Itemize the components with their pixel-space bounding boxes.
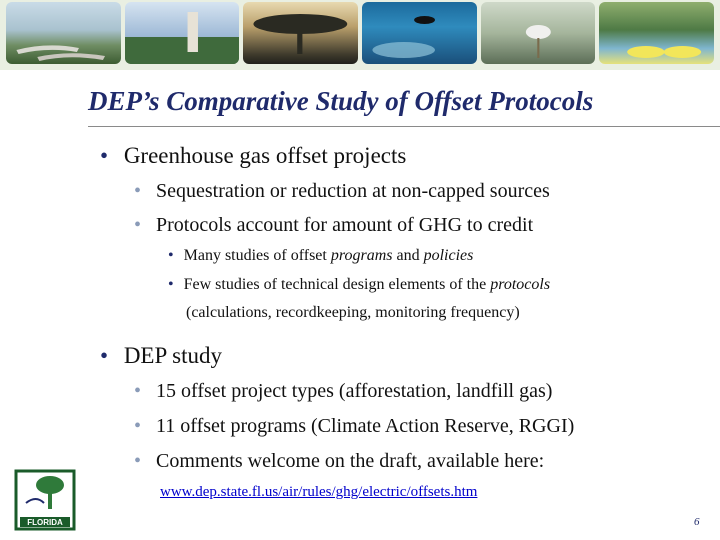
photo-banner: [0, 0, 720, 70]
bullet-dot: •: [168, 276, 174, 293]
bullet-project-types: [134, 380, 552, 403]
bullet-text: Few studies of technical design elements of the protocols: [183, 276, 551, 293]
page-number: 6: [694, 516, 700, 528]
bullet-dot: •: [134, 380, 142, 402]
bullet-dot: •: [100, 143, 109, 168]
bullet-text: Sequestration or reduction at non-capped sources: [156, 180, 550, 202]
slide-title: DEP’s Comparative Study of Offset Protocols: [88, 86, 594, 116]
bullet-sequestration: [134, 180, 550, 203]
bullet-text: 11 offset programs (Climate Action Reserve, RGGI): [156, 415, 575, 437]
tree-silhouette-photo: [243, 2, 358, 64]
springs-swimmers-photo: [599, 2, 714, 64]
bullet-dot: •: [134, 180, 142, 202]
bullet-text: Comments welcome on the draft, available here:: [156, 450, 545, 472]
bullet-comments: [134, 450, 544, 473]
river-trees-photo: [125, 2, 240, 64]
bullet-text: Many studies of offset programs and policies: [183, 247, 474, 264]
bullet-dep-study: [100, 343, 222, 369]
bullet-text: Protocols account for amount of GHG to credit: [156, 214, 534, 236]
bullet-protocols: [134, 214, 533, 237]
bullet-few-studies: [168, 276, 550, 294]
bullet-offset-programs: [134, 415, 574, 438]
bullet-dot: •: [134, 214, 142, 236]
bullet-many-studies: [168, 247, 473, 265]
canoes-photo: [6, 2, 121, 64]
offsets-link[interactable]: www.dep.state.fl.us/air/rules/ghg/electric/offsets.htm: [160, 484, 478, 500]
bullet-text: DEP study: [123, 343, 223, 368]
florida-dep-logo: [10, 465, 80, 535]
bullet-dot: •: [100, 343, 109, 368]
bullet-ghg-offset-projects: [100, 143, 406, 169]
diver-reef-photo: [362, 2, 477, 64]
bullet-few-studies-cont: (calculations, recordkeeping, monitoring frequency): [186, 304, 520, 321]
bullet-text: Greenhouse gas offset projects: [123, 143, 407, 168]
bullet-dot: •: [134, 450, 142, 472]
title-divider: [88, 126, 720, 127]
heron-photo: [481, 2, 596, 64]
bullet-dot: •: [168, 247, 174, 264]
logo-text: FLORIDA: [27, 518, 63, 527]
bullet-text: 15 offset project types (afforestation, landfill gas): [156, 380, 553, 402]
bullet-dot: •: [134, 415, 142, 437]
